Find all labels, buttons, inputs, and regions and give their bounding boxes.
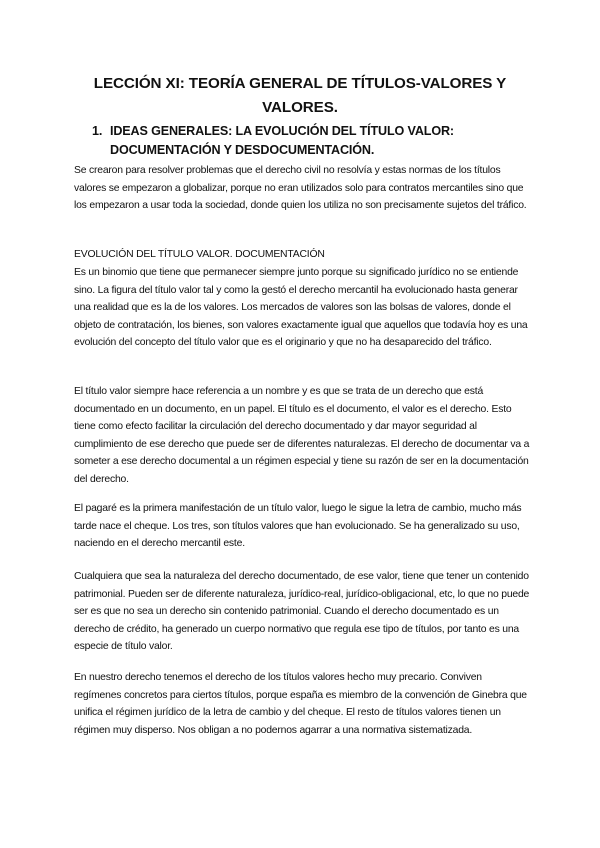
paragraph-3: El pagaré es la primera manifestación de un título valor, luego le sigue la letra de cambio, mucho más tarde nace el cheque. Los tres, son títulos valores que han evolucionado. Se ha generalizado su uso, naciendo en el derecho mercantil este. xyxy=(74,503,522,550)
subheading: EVOLUCIÓN DEL TÍTULO VALOR. DOCUMENTACIÓN xyxy=(74,249,325,260)
section-heading xyxy=(92,122,512,160)
paragraph-5: En nuestro derecho tenemos el derecho de los títulos valores hecho muy precario. Conviven regímenes concretos para ciertos títulos, porque españa es miembro de la convención de Ginebra que unifica el régimen jurídico de la letra de cambio y del cheque. El resto de títulos valores tienen un régimen muy disperso. Nos obligan a no podernos agarrar a una normativa sistematizada. xyxy=(74,672,527,736)
page-title: LECCIÓN XI: TEORÍA GENERAL DE TÍTULOS-VALORES Y VALORES. xyxy=(93,75,507,116)
paragraph-1: Es un binomio que tiene que permanecer siempre junto porque su significado jurídico no se entiende sino. La figura del título valor tal y como la gestó el derecho mercantil ha evolucionado hasta generar una realidad que es la de los valores. Los mercados de valores son las bolsas de valores, donde el objeto de contratación, los bienes, son valores exactamente igual que aquellos que todavía hoy es una evolución del concepto del título valor que es el originario y que no ha desaparecido del tráfico. xyxy=(74,267,528,349)
intro-paragraph: Se crearon para resolver problemas que el derecho civil no resolvía y estas normas de los títulos valores se empezaron a globalizar, porque no eran utilizados solo para contratos mercantiles sino que los empezaron a usar toda la sociedad, donde quien los utiliza no son precisamente sujetos del tráfico. xyxy=(74,165,527,212)
section-heading-text: IDEAS GENERALES: LA EVOLUCIÓN DEL TÍTULO VALOR: DOCUMENTACIÓN Y DESDOCUMENTACIÓN. xyxy=(110,124,454,157)
paragraph-4: Cualquiera que sea la naturaleza del derecho documentado, de ese valor, tiene que tener un contenido patrimonial. Pueden ser de diferente naturaleza, jurídico-real, jurídico-obligacional, etc, lo que no puede ser es que no sea un derecho sin contenido patrimonial. Cuando el derecho documentado es un derecho de crédito, ha generado un cuerpo normativo que regula ese tipo de títulos, por tanto es una especie de título valor. xyxy=(74,571,530,653)
section-number: 1. xyxy=(92,124,103,138)
paragraph-2: El título valor siempre hace referencia a un nombre y es que se trata de un derecho que está documentado en un documento, en un papel. El título es el documento, el valor es el derecho. Esto tiene como efecto facilitar la circulación del derecho documentado y dar mayor seguridad al cumplimiento de ese derecho que puede ser de diferentes naturalezas. El derecho de documentar va a someter a ese derecho documental a un régimen especial y tiene su razón de ser en la documentación del derecho. xyxy=(74,386,530,485)
